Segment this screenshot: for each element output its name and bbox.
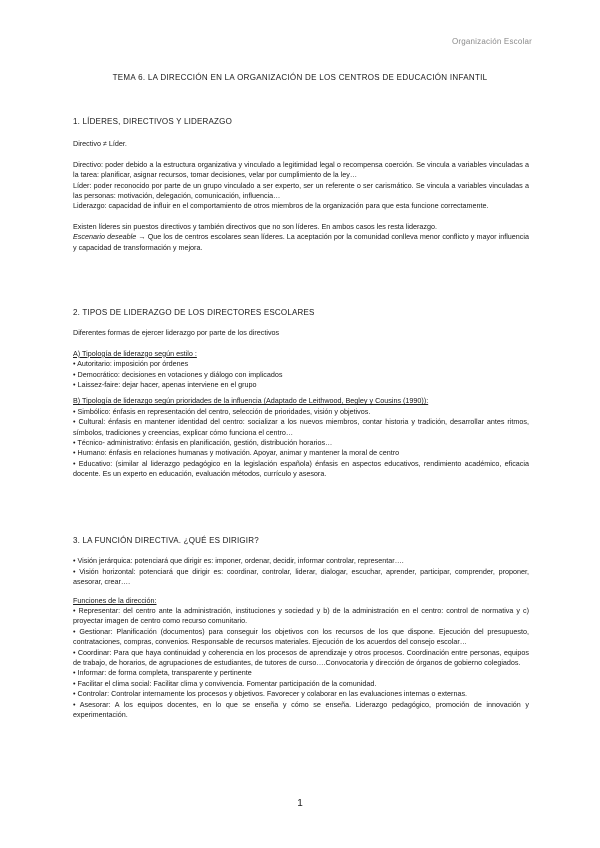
vision-jerarquica: • Visión jerárquica: potenciará que dirigir es: imponer, ordenar, decidir, informar controlar, representar…. <box>73 556 404 566</box>
style-laissez-faire: • Laissez-faire: dejar hacer, apenas interviene en el grupo <box>73 380 257 390</box>
type-cultural: • Cultural: énfasis en mantener identidad del centro: socializar a los nuevos miembros, contar historia y tradición, desarrollar antes ritmos, símbolos, tradiciones y creencias, explicar cómo funciona el centro… <box>73 417 529 437</box>
desired-scenario-label: Escenario deseable <box>73 232 137 242</box>
section-1-heading: 1. LÍDERES, DIRECTIVOS Y LIDERAZGO <box>73 117 232 126</box>
running-header: Organización Escolar <box>451 37 532 46</box>
function-representar: • Representar: del centro ante la administración, instituciones y sociedad y b) de la administración en el centro: control de normativa y c) proyectar imagen de centro como recurso comunitario. <box>73 606 529 626</box>
type-humano: • Humano: énfasis en relaciones humanas y motivación. Apoyar, animar y mantener la moral de centro <box>73 448 400 458</box>
typology-a-title: A) Tipología de liderazgo según estilo : <box>73 348 197 358</box>
function-asesorar: • Asesorar: A los equipos docentes, en lo que se enseña y cómo se enseña. Liderazgo pedagógico, promoción de innovación y experimentación. <box>73 699 529 720</box>
functions-title: Funciones de la dirección: <box>73 595 157 605</box>
function-facilitar: • Facilitar el clima social: Facilitar clima y convivencia. Fomentar participación de la comunidad. <box>73 678 377 688</box>
document-title: TEMA 6. LA DIRECCIÓN EN LA ORGANIZACIÓN DE LOS CENTROS DE EDUCACIÓN INFANTIL <box>112 73 488 82</box>
section-3-heading: 3. LA FUNCIÓN DIRECTIVA. ¿QUÉ ES DIRIGIR? <box>73 536 259 545</box>
definition-directivo: Directivo: poder debido a la estructura organizativa y vinculado a legitimidad legal o recompensa coerción. Se vincula a variables vinculadas a la tarea: planificar, asignar recursos, tomar decisiones, velar por cumplimiento de la ley… <box>73 159 529 180</box>
leaders-paragraph: Existen líderes sin puestos directivos y también directivos que no son líderes. En ambos casos les resta liderazgo. <box>73 221 437 231</box>
desired-scenario-paragraph <box>73 232 529 253</box>
page-number: 1 <box>297 798 303 809</box>
desired-scenario-text: → Que los de centros escolares sean líderes. La aceptación por la comunidad conlleva menor conflicto y mayor influencia y capacidad de transformación y mejora. <box>73 232 529 252</box>
section-1-subheading: Directivo ≠ Líder. <box>73 139 127 149</box>
type-simbolico: • Simbólico: énfasis en representación del centro, selección de prioridades, visión y objetivos. <box>73 406 371 416</box>
type-tecnico: • Técnico- administrativo: énfasis en planificación, gestión, distribución horarios… <box>73 438 333 448</box>
type-educativo: • Educativo: (similar al liderazgo pedagógico en la legislación española) énfasis en aspectos educativos, rendimiento académico, eficacia docente. Es un experto en educación, evaluación métodos, currículo y asesora. <box>73 458 529 479</box>
function-informar: • Informar: de forma completa, transparente y pertinente <box>73 668 252 678</box>
section-2-heading: 2. TIPOS DE LIDERAZGO DE LOS DIRECTORES ESCOLARES <box>73 308 315 317</box>
section-2 <box>73 308 529 480</box>
section-3 <box>73 536 529 721</box>
function-coordinar: • Coordinar: Para que haya continuidad y coherencia en los procesos de aprendizaje y otros procesos. Coordinación entre personas, equipos de trabajo, de horarios, de agrupaciones de estudiantes, de tutores de curso….Convocatoria y dirección de órganos de gobierno colegiados. <box>73 647 529 668</box>
definition-lider: Líder: poder reconocido por parte de un grupo vinculado a ser experto, ser un referente o ser carismático. Se vincula a variables vinculadas a las personas: motivación, delegación, comunicación, influencia… <box>73 180 529 201</box>
style-autoritario: • Autoritario: imposición por órdenes <box>73 359 189 369</box>
function-controlar: • Controlar: Controlar internamente los procesos y objetivos. Favorecer y colaborar en las evaluaciones internas o externas. <box>73 689 468 699</box>
function-gestionar: • Gestionar: Planificación (documentos) para conseguir los objetivos con los recursos de los que dispone. Ejecución del presupuesto, contrataciones, compras, convenios. Responsable de recursos materiales. Ejecución de los acuerdos del consejo escolar… <box>73 626 529 647</box>
definition-liderazgo: Liderazgo: capacidad de influir en el comportamiento de otros miembros de la organización para que esta funcione correctamente. <box>73 201 489 211</box>
style-democratico: • Democrático: decisiones en votaciones y diálogo con implicados <box>73 369 283 379</box>
section-2-intro: Diferentes formas de ejercer liderazgo por parte de los directivos <box>73 328 280 338</box>
typology-b-title: B) Tipología de liderazgo según prioridades de la influencia (Adaptado de Leithwood, Begley y Cousins (1990)): <box>73 396 429 406</box>
vision-horizontal: • Visión horizontal: potenciará que dirigir es: coordinar, controlar, liderar, dialogar, escuchar, aprender, participar, comprender, proponer, asesorar, crear…. <box>73 566 529 587</box>
section-1 <box>73 117 529 253</box>
